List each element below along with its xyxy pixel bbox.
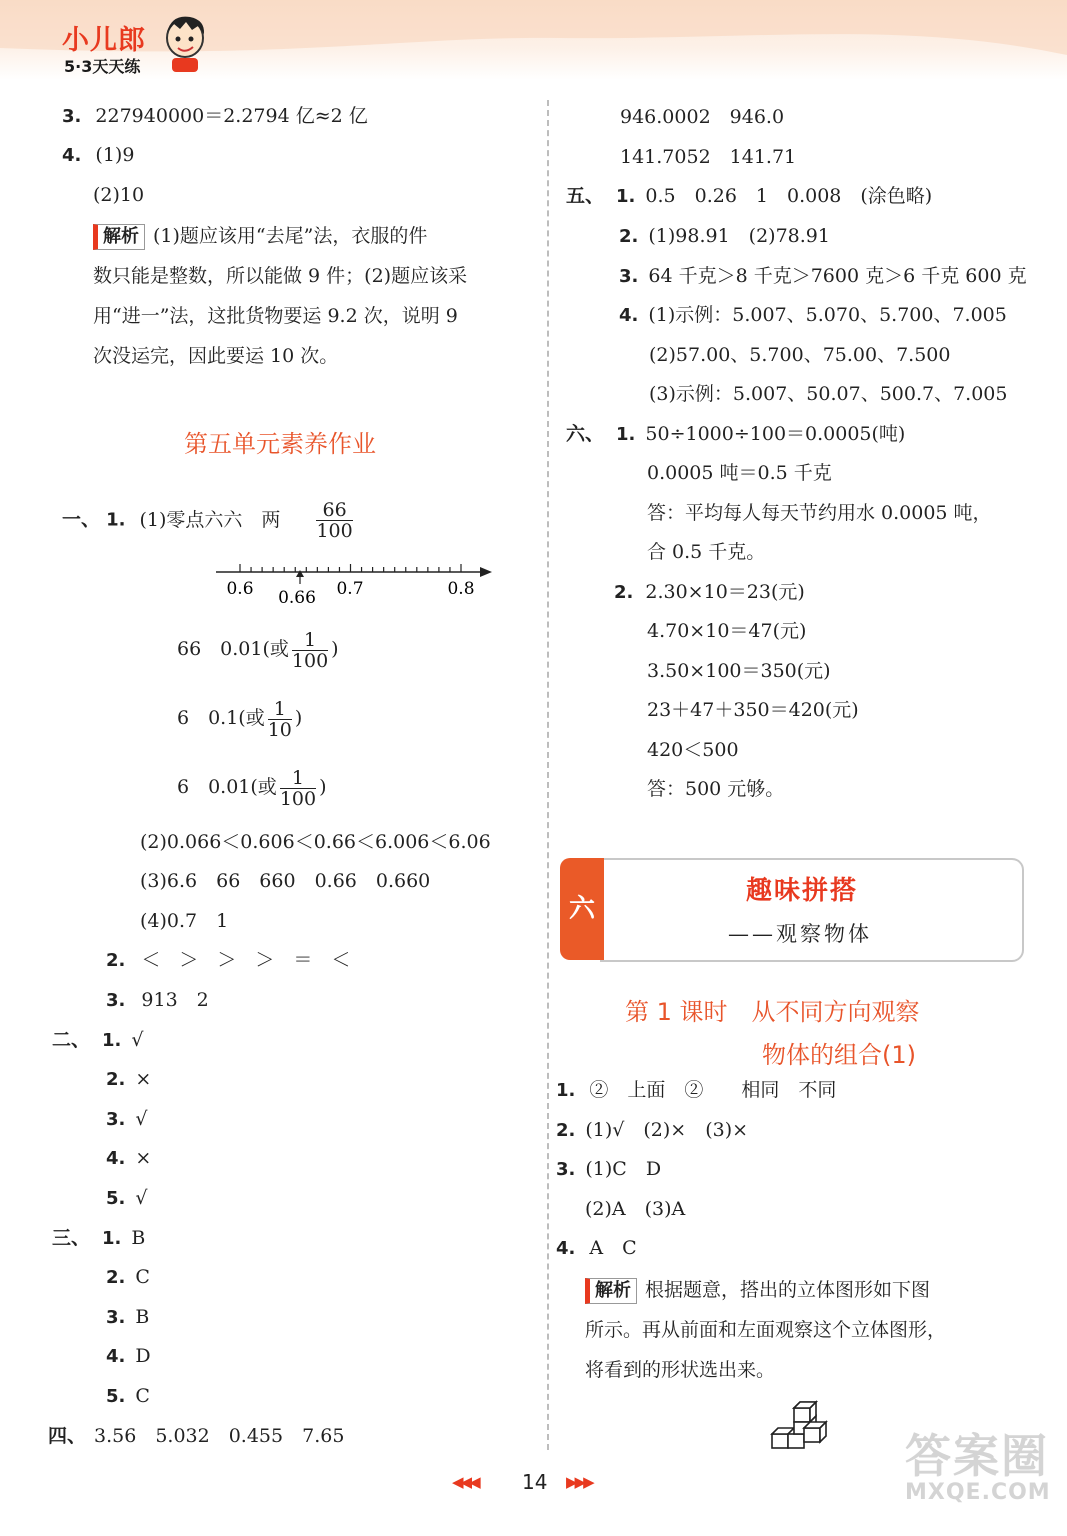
analysis-tag: 解析 xyxy=(585,1278,637,1304)
item-number: 2. xyxy=(614,582,634,603)
item-number: 5. xyxy=(106,1386,126,1407)
item-number: 3. xyxy=(619,266,639,287)
item-number: 2. xyxy=(106,1267,126,1288)
answer-text: √ xyxy=(135,1187,148,1209)
item-number: 4. xyxy=(619,305,639,326)
fraction-numerator: 1 xyxy=(292,630,328,651)
answer-text: ) xyxy=(331,638,339,660)
item-number: 3. xyxy=(106,990,126,1011)
answer-text: × xyxy=(135,1147,152,1169)
answer-line xyxy=(106,1384,150,1409)
answer-text: A C xyxy=(589,1237,637,1259)
answer-line xyxy=(106,1146,151,1171)
answer-text: (1)98.91 (2)78.91 xyxy=(648,225,830,247)
answer-line xyxy=(106,1107,147,1132)
unit-subtitle: ——观察物体 xyxy=(728,922,872,946)
brand-logo: 小儿郎 xyxy=(62,25,146,56)
answer-line xyxy=(566,184,932,209)
page-header xyxy=(0,0,1067,80)
answer-line xyxy=(62,143,134,168)
answer-line: (2)A (3)A xyxy=(585,1198,686,1220)
answer-line: 合 0.5 千克。 xyxy=(647,541,766,563)
answer-text: ) xyxy=(294,707,303,729)
section-number: 二、 xyxy=(52,1029,91,1051)
unit-banner xyxy=(560,858,1022,960)
analysis-text: 所示。再从前面和左面观察这个立体图形， xyxy=(585,1319,947,1341)
answer-text: 227940000＝2.2794 亿≈2 亿 xyxy=(95,105,368,127)
answer-text: (1)√ (2)× (3)× xyxy=(585,1119,749,1141)
answer-line xyxy=(106,1305,149,1330)
answer-text: ＜ ＞ ＞ ＞ ＝ ＜ xyxy=(141,949,351,971)
fraction-numerator: 66 xyxy=(316,500,352,521)
answer-line: (2)10 xyxy=(93,184,145,206)
fraction-denominator: 100 xyxy=(316,520,353,542)
answer-text: ② 上面 ② 相同 不同 xyxy=(589,1079,837,1101)
item-number: 4. xyxy=(106,1148,126,1169)
tick-label: 0.7 xyxy=(336,579,364,599)
section-number: 六、 xyxy=(566,423,605,445)
answer-line: 4.70×10＝47(元) xyxy=(647,620,807,642)
fraction xyxy=(268,699,292,740)
answer-text: C xyxy=(135,1385,150,1407)
answer-line xyxy=(48,1424,344,1448)
item-number: 1. xyxy=(106,509,126,531)
item-number: 3. xyxy=(106,1109,126,1130)
answer-line xyxy=(556,1118,748,1143)
unit-badge: 六 xyxy=(560,858,604,960)
fraction xyxy=(280,768,316,809)
answer-text: (1)零点六六 两 xyxy=(139,508,281,531)
answer-text: B xyxy=(131,1227,146,1249)
cube-stack-figure xyxy=(770,1398,830,1452)
section-title: 第五单元素养作业 xyxy=(184,430,376,458)
answer-text: 913 2 xyxy=(141,989,209,1011)
analysis-text: 数只能是整数，所以能做 9 件；(2)题应该采 xyxy=(93,265,468,287)
answer-line xyxy=(556,1236,637,1261)
tick-label: 0.66 xyxy=(278,588,316,608)
item-number: 3. xyxy=(556,1159,576,1180)
answer-line xyxy=(52,1028,144,1053)
lesson-title: 第 1 课时 从不同方向观察 xyxy=(625,998,920,1026)
answer-text: 2.30×10＝23(元) xyxy=(645,581,805,603)
answer-line: 420＜500 xyxy=(647,739,739,761)
answer-line: 答：平均每人每天节约用水 0.0005 吨， xyxy=(647,502,992,524)
mascot-icon xyxy=(160,12,210,74)
item-number: 2. xyxy=(619,226,639,247)
answer-line: (4)0.7 1 xyxy=(140,910,229,932)
answer-line xyxy=(556,1078,836,1103)
item-number: 2. xyxy=(556,1120,576,1141)
answer-line xyxy=(106,988,209,1013)
analysis-tag: 解析 xyxy=(93,224,145,250)
answer-line xyxy=(106,1265,150,1290)
section-number: 四、 xyxy=(48,1425,87,1447)
answer-text: 64 千克＞8 千克＞7600 克＞6 千克 600 克 xyxy=(648,265,1027,287)
answer-text: 3.56 5.032 0.455 7.65 xyxy=(94,1425,345,1447)
prev-arrows-icon: ◀◀◀ xyxy=(452,1473,478,1491)
item-number: 2. xyxy=(106,950,126,971)
item-number: 2. xyxy=(106,1069,126,1090)
number-line xyxy=(210,560,500,610)
tick-label: 0.8 xyxy=(447,579,475,599)
column-divider xyxy=(547,100,549,1450)
fraction xyxy=(292,630,328,671)
fraction-denominator: 100 xyxy=(279,787,317,810)
fraction-denominator: 100 xyxy=(291,649,329,672)
number-line-ticks xyxy=(240,564,461,572)
answer-line xyxy=(177,763,327,811)
answer-text: B xyxy=(135,1306,150,1328)
section-number: 一、 xyxy=(62,508,101,531)
section-number: 五、 xyxy=(566,185,605,207)
answer-text: 0.5 0.26 1 0.008 (涂色略) xyxy=(645,185,933,207)
item-number: 1. xyxy=(616,424,636,445)
answer-line xyxy=(62,500,356,541)
analysis-text: 将看到的形状选出来。 xyxy=(585,1359,776,1381)
answer-line xyxy=(619,303,1007,328)
answer-line xyxy=(52,1226,145,1251)
answer-line: 23＋47＋350＝420(元) xyxy=(647,699,859,721)
answer-line: 946.0002 946.0 xyxy=(620,106,785,128)
answer-line xyxy=(62,104,368,129)
analysis-text: 根据题意，搭出的立体图形如下图 xyxy=(645,1279,931,1301)
answer-text: (1)9 xyxy=(95,144,135,166)
fraction-numerator: 1 xyxy=(280,768,316,789)
watermark-url: MXQE.COM xyxy=(905,1480,1051,1505)
analysis-text: 用“进一”法，这批货物要运 9.2 次，说明 9 xyxy=(93,305,458,327)
answer-line: 141.7052 141.71 xyxy=(620,146,797,168)
section-number: 三、 xyxy=(52,1227,91,1249)
answer-text: D xyxy=(135,1345,151,1367)
answer-line xyxy=(566,422,905,447)
watermark-text: 答案圈 xyxy=(905,1429,1049,1483)
tick-label: 0.6 xyxy=(226,579,254,599)
analysis-text: 次没运完，因此要运 10 次。 xyxy=(93,345,339,367)
answer-line: (3)示例：5.007、50.07、500.7、7.005 xyxy=(649,383,1008,405)
item-number: 3. xyxy=(62,106,82,127)
item-number: 1. xyxy=(102,1030,122,1051)
answer-line xyxy=(556,1157,661,1182)
answer-line: (2)57.00、5.700、75.00、7.500 xyxy=(649,344,951,366)
answer-line xyxy=(619,224,830,249)
item-number: 1. xyxy=(102,1228,122,1249)
answer-line: 0.0005 吨＝0.5 千克 xyxy=(647,462,832,484)
item-number: 4. xyxy=(556,1238,576,1259)
analysis-block xyxy=(93,216,533,376)
fraction-numerator: 1 xyxy=(268,699,292,720)
answer-line: (2)0.066＜0.606＜0.66＜6.006＜6.06 xyxy=(140,831,491,853)
fraction xyxy=(316,500,352,541)
answer-text: ) xyxy=(319,776,327,798)
answer-text: √ xyxy=(131,1029,144,1051)
item-number: 3. xyxy=(106,1307,126,1328)
answer-text: C xyxy=(135,1266,150,1288)
watermark xyxy=(905,1420,1051,1505)
unit-title: 趣味拼搭 xyxy=(746,876,859,906)
answer-text: 66 0.01(或 xyxy=(177,638,289,660)
answer-line xyxy=(106,948,350,973)
answer-line xyxy=(614,580,805,605)
answer-text: (1)C D xyxy=(585,1158,662,1180)
answer-line xyxy=(106,1344,151,1369)
item-number: 4. xyxy=(106,1346,126,1367)
answer-text: 6 0.1(或 xyxy=(177,707,265,729)
item-number: 5. xyxy=(106,1188,126,1209)
answer-line xyxy=(106,1067,151,1092)
series-name: 5·3天天练 xyxy=(64,57,141,76)
next-arrows-icon: ▶▶▶ xyxy=(566,1473,592,1491)
answer-line: 答：500 元够。 xyxy=(647,778,785,800)
item-number: 1. xyxy=(556,1080,576,1101)
answer-text: (1)示例：5.007、5.070、5.700、7.005 xyxy=(648,304,1007,326)
item-number: 4. xyxy=(62,145,82,166)
analysis-block xyxy=(585,1270,1025,1390)
page-number: 14 xyxy=(522,1470,548,1494)
analysis-text: (1)题应该用“去尾”法，衣服的件 xyxy=(153,225,428,247)
lesson-title: 物体的组合(1) xyxy=(762,1041,916,1069)
answer-line: (3)6.6 66 660 0.66 0.660 xyxy=(140,870,431,892)
answer-text: 6 0.01(或 xyxy=(177,776,277,798)
fraction-denominator: 10 xyxy=(267,718,292,741)
answer-line xyxy=(106,1186,147,1211)
answer-line: 3.50×100＝350(元) xyxy=(647,660,831,682)
answer-text: 50÷1000÷100＝0.0005(吨) xyxy=(645,423,906,445)
answer-line xyxy=(619,264,1027,289)
answer-text: √ xyxy=(135,1108,148,1130)
answer-text: × xyxy=(135,1068,152,1090)
answer-line xyxy=(177,694,302,742)
item-number: 1. xyxy=(616,186,636,207)
answer-line xyxy=(177,625,339,673)
